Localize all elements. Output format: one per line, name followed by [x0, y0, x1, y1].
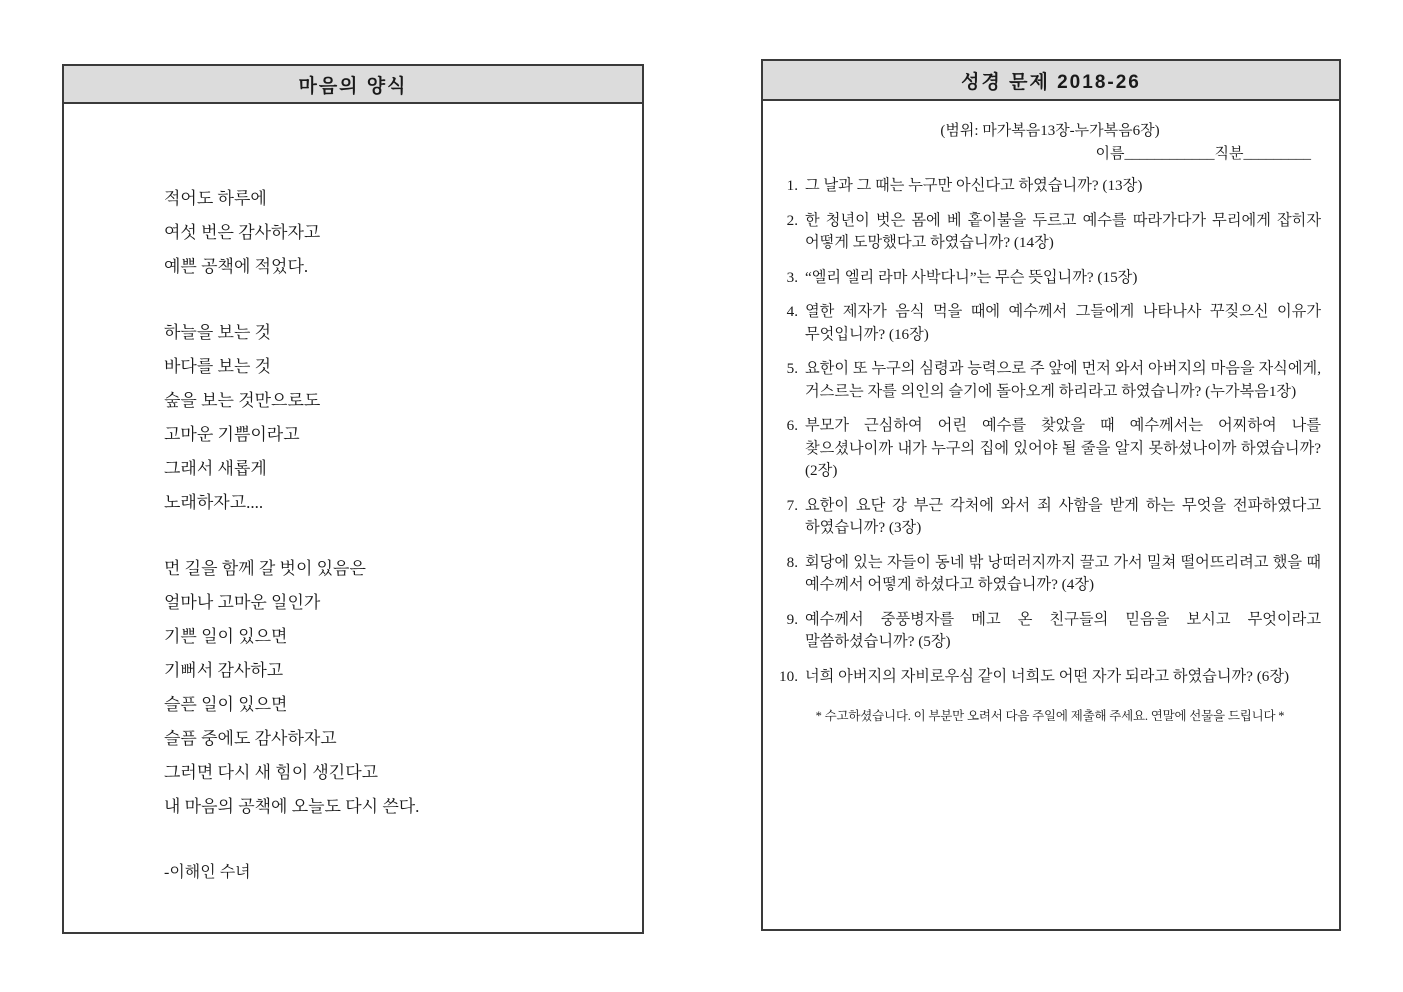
question-text: 회당에 있는 자들이 동네 밖 낭떠러지까지 끌고 가서 밀쳐 떨어뜨리려고 했을 때 예수께서 어떻게 하셨다고 하였습니까? (4장)	[805, 553, 1321, 593]
question-text: “엘리 엘리 라마 사박다니”는 무슨 뜻입니까? (15장)	[805, 268, 1138, 286]
poem-line: 바다를 보는 것	[164, 357, 272, 376]
poem-line: 노래하자고....	[164, 493, 264, 512]
poem-author: -이해인 수녀	[164, 864, 251, 881]
poem-line: 그러면 다시 새 힘이 생긴다고	[164, 763, 379, 782]
quiz-body	[763, 101, 1339, 724]
poem-line: 그래서 새롭게	[164, 459, 267, 478]
poem-line: 내 마음의 공책에 오늘도 다시 쓴다.	[164, 797, 420, 816]
question-number: 2.	[786, 211, 798, 229]
quiz-question	[779, 609, 1321, 654]
poem-line: 슬픈 일이 있으면	[164, 695, 288, 714]
poem-line: 기쁜 일이 있으면	[164, 627, 288, 646]
poem-line: 기뻐서 감사하고	[164, 661, 284, 680]
question-number: 8.	[786, 553, 798, 571]
right-panel-title: 성경 문제 2018-26	[763, 61, 1339, 101]
poem-stanza	[164, 552, 642, 824]
question-text: 부모가 근심하여 어린 예수를 찾았을 때 예수께서는 어찌하여 나를 찾으셨나이까 내가 누구의 집에 있어야 될 줄을 알지 못하셨나이까 하였습니까? (2장)	[805, 417, 1321, 479]
question-text: 예수께서 중풍병자를 메고 온 친구들의 믿음을 보시고 무엇이라고 말씀하셨습니까? (5장)	[805, 610, 1321, 650]
question-number: 1.	[786, 177, 798, 194]
question-number: 9.	[786, 610, 798, 628]
poem-stanza	[164, 182, 642, 284]
poem-line: 얼마나 고마운 일인가	[164, 593, 321, 612]
left-panel-title: 마음의 양식	[64, 66, 642, 104]
left-panel	[62, 64, 644, 934]
quiz-question	[779, 301, 1321, 346]
quiz-question	[779, 552, 1321, 597]
poem-stanza	[164, 316, 642, 520]
poem-line: 여섯 번은 감사하자고	[164, 223, 321, 242]
quiz-question	[779, 495, 1321, 540]
quiz-question	[779, 175, 1321, 198]
question-number: 7.	[786, 496, 798, 514]
quiz-question	[779, 358, 1321, 403]
question-text: 요한이 또 누구의 심령과 능력으로 주 앞에 먼저 와서 아버지의 마음을 자식에게, 거스르는 자를 의인의 슬기에 돌아오게 하리라고 하였습니까? (누가복음1장)	[805, 360, 1321, 400]
name-role-field[interactable]: 이름____________직분_________	[1095, 146, 1311, 162]
question-number: 4.	[786, 303, 798, 320]
quiz-question	[779, 666, 1321, 689]
question-text: 한 청년이 벗은 몸에 베 홑이불을 두르고 예수를 따라가다가 무리에게 잡히자 어떻게 도망했다고 하였습니까? (14장)	[805, 211, 1321, 251]
question-number: 3.	[786, 268, 798, 286]
question-number: 10.	[779, 667, 798, 685]
poem-line: 하늘을 보는 것	[164, 323, 272, 342]
question-text: 열한 제자가 음식 먹을 때에 예수께서 그들에게 나타나사 꾸짖으신 이유가 무엇입니까? (16장)	[805, 303, 1321, 343]
poem-line: 먼 길을 함께 갈 벗이 있음은	[164, 559, 366, 578]
poem-line: 슬픔 중에도 감사하자고	[164, 729, 337, 748]
quiz-question	[779, 267, 1321, 290]
poem-line: 예쁜 공책에 적었다.	[164, 257, 309, 276]
poem-line: 숲을 보는 것만으로도	[164, 391, 321, 410]
poem-line: 적어도 하루에	[164, 189, 267, 208]
question-number: 5.	[786, 360, 798, 377]
poem-body	[64, 104, 642, 890]
quiz-footer-note: * 수고하셨습니다. 이 부분만 오려서 다음 주일에 제출해 주세요. 연말에 선물을 드립니다 *	[815, 709, 1285, 723]
question-text: 요한이 요단 강 부근 각처에 와서 죄 사함을 받게 하는 무엇을 전파하였다고 하였습니까? (3장)	[805, 496, 1321, 536]
question-text: 그 날과 그 때는 누구만 아신다고 하였습니까? (13장)	[805, 177, 1143, 194]
question-number: 6.	[786, 417, 798, 434]
question-text: 너희 아버지의 자비로우심 같이 너희도 어떤 자가 되라고 하였습니까? (6장)	[805, 667, 1290, 685]
right-panel	[761, 59, 1341, 931]
quiz-question	[779, 415, 1321, 483]
poem-line: 고마운 기쁨이라고	[164, 425, 300, 444]
quiz-scope: (범위: 마가복음13장-누가복음6장)	[940, 123, 1160, 139]
quiz-question	[779, 210, 1321, 255]
